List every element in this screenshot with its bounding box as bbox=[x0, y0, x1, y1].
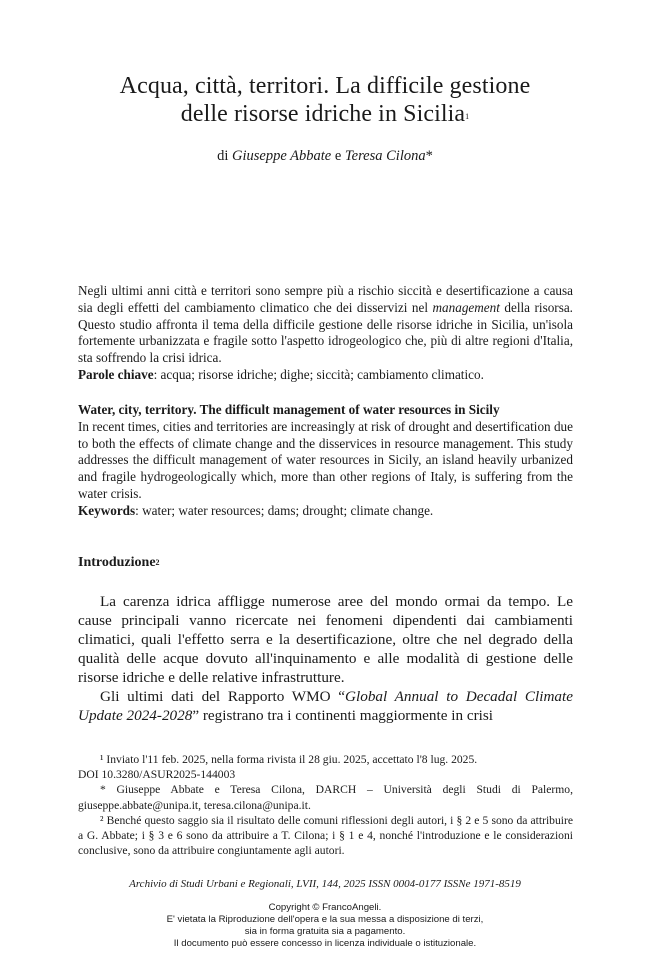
body-paragraph-2 bbox=[78, 687, 573, 725]
abstract-it-em: management bbox=[432, 299, 500, 315]
footnote-star: * Giuseppe Abbate e Teresa Cilona, DARCH – Università degli Studi di Palermo, giuseppe.abbate@unipa.it, teresa.cilona@unipa.it. bbox=[78, 783, 573, 812]
footnotes bbox=[78, 752, 573, 858]
copyright-notice bbox=[0, 902, 650, 950]
journal-line: Archivio di Studi Urbani e Regionali, LVII, 144, 2025 ISSN 0004-0177 ISSNe 1971-8519 bbox=[129, 878, 521, 890]
paper-title bbox=[0, 72, 650, 128]
byline-prefix: di bbox=[217, 148, 229, 164]
abstract-it-text-a: Negli ultimi anni città e territori sono sempre più a rischio siccità e desertificazione a causa sia degli effetti del cambiamento climatico che dei disservizi nel bbox=[78, 283, 573, 315]
byline-conj: e bbox=[334, 148, 342, 164]
keywords-it-values: : acqua; risorse idriche; dighe; siccità; cambiamento climatico. bbox=[153, 366, 484, 382]
footnote-2: ² Benché questo saggio sia il risultato delle comuni riflessioni degli autori, i § 2 e 5 sono da attribuire a G. Abbate; i § 3 e 6 sono da attribuire a T. Cilona; i § 1 e 4, nonché l'introduzione e le considerazioni conclusive, sono da attribuire congiuntamente agli autori. bbox=[78, 813, 573, 858]
body-text bbox=[78, 592, 573, 725]
keywords-en bbox=[78, 503, 573, 520]
footnote-1-doi: DOI 10.3280/ASUR2025-144003 bbox=[78, 768, 236, 782]
copyright-line-2: E' vietata la Riproduzione dell'opera e la sua messa a disposizione di terzi, bbox=[166, 914, 484, 925]
copyright-line-3: sia in forma gratuita sia a pagamento. bbox=[244, 926, 406, 937]
keywords-it bbox=[78, 367, 573, 384]
author-1: Giuseppe Abbate bbox=[232, 148, 332, 164]
keywords-en-label: Keywords bbox=[78, 502, 136, 518]
abstract-it-text bbox=[78, 283, 573, 367]
abstract-it-text-b: della risorsa. Questo studio affronta il tema della difficile gestione delle risorse idriche in Sicilia, un'isola fortemente urbanizzata e fragile sotto l'aspetto idrogeologico che, più di altre regioni d'Italia, sta soffrendo la crisi idrica. bbox=[78, 299, 573, 366]
abstract-en-text: In recent times, cities and territories are increasingly at risk of drought and desertification due to both the effects of climate change and the disservices in resource management. This study addresses the difficult management of water resources in Sicily, an island heavily urbanized and fragile hydrogeologically which, more than other regions of Italy, is suffering from the water crisis. bbox=[78, 418, 573, 501]
copyright-line-1: Copyright © FrancoAngeli. bbox=[268, 902, 382, 913]
abstract-italian bbox=[78, 283, 573, 384]
body-p2-b: ” registrano tra i continenti maggiormente in crisi bbox=[192, 707, 494, 724]
abstract-en-heading: Water, city, territory. The difficult management of water resources in Sicily bbox=[78, 402, 500, 417]
keywords-it-label: Parole chiave bbox=[78, 366, 154, 382]
keywords-en-values: : water; water resources; dams; drought; climate change. bbox=[135, 502, 434, 518]
section-footnote-mark[interactable]: 2 bbox=[155, 558, 160, 567]
author-footnote-mark[interactable]: * bbox=[425, 148, 433, 164]
title-footnote-mark[interactable]: 1 bbox=[465, 112, 470, 121]
abstract-english bbox=[78, 402, 573, 520]
copyright-line-4: Il documento può essere concesso in licenza individuale o istituzionale. bbox=[173, 938, 477, 949]
title-line-1: Acqua, città, territori. La difficile gestione bbox=[119, 73, 531, 99]
section-heading-text: Introduzione bbox=[78, 555, 156, 570]
title-line-2 bbox=[0, 100, 650, 128]
title-line-2-text: delle risorse idriche in Sicilia bbox=[180, 101, 466, 127]
author-2: Teresa Cilona bbox=[344, 148, 426, 164]
footnote-1: ¹ Inviato l'11 feb. 2025, nella forma rivista il 28 giu. 2025, accettato l'8 lug. 2025. bbox=[100, 753, 478, 766]
body-p2-em: Global Annual to Decadal Climate Update 2024-2028 bbox=[78, 688, 573, 724]
body-paragraph-1: La carenza idrica affligge numerose aree del mondo ormai da tempo. Le cause principali vanno ricercate nei fenomeni dipendenti dai cambiamenti climatici, quali l'effetto serra e la desertificazione, oltre che nel degrado della qualità delle acque dovuto all'inquinamento e alle modalità di gestione delle risorse idriche e delle relative infrastrutture. bbox=[78, 593, 573, 686]
body-p2-a: Gli ultimi dati del Rapporto WMO “ bbox=[100, 688, 346, 705]
byline bbox=[0, 148, 650, 165]
section-heading bbox=[78, 555, 160, 571]
